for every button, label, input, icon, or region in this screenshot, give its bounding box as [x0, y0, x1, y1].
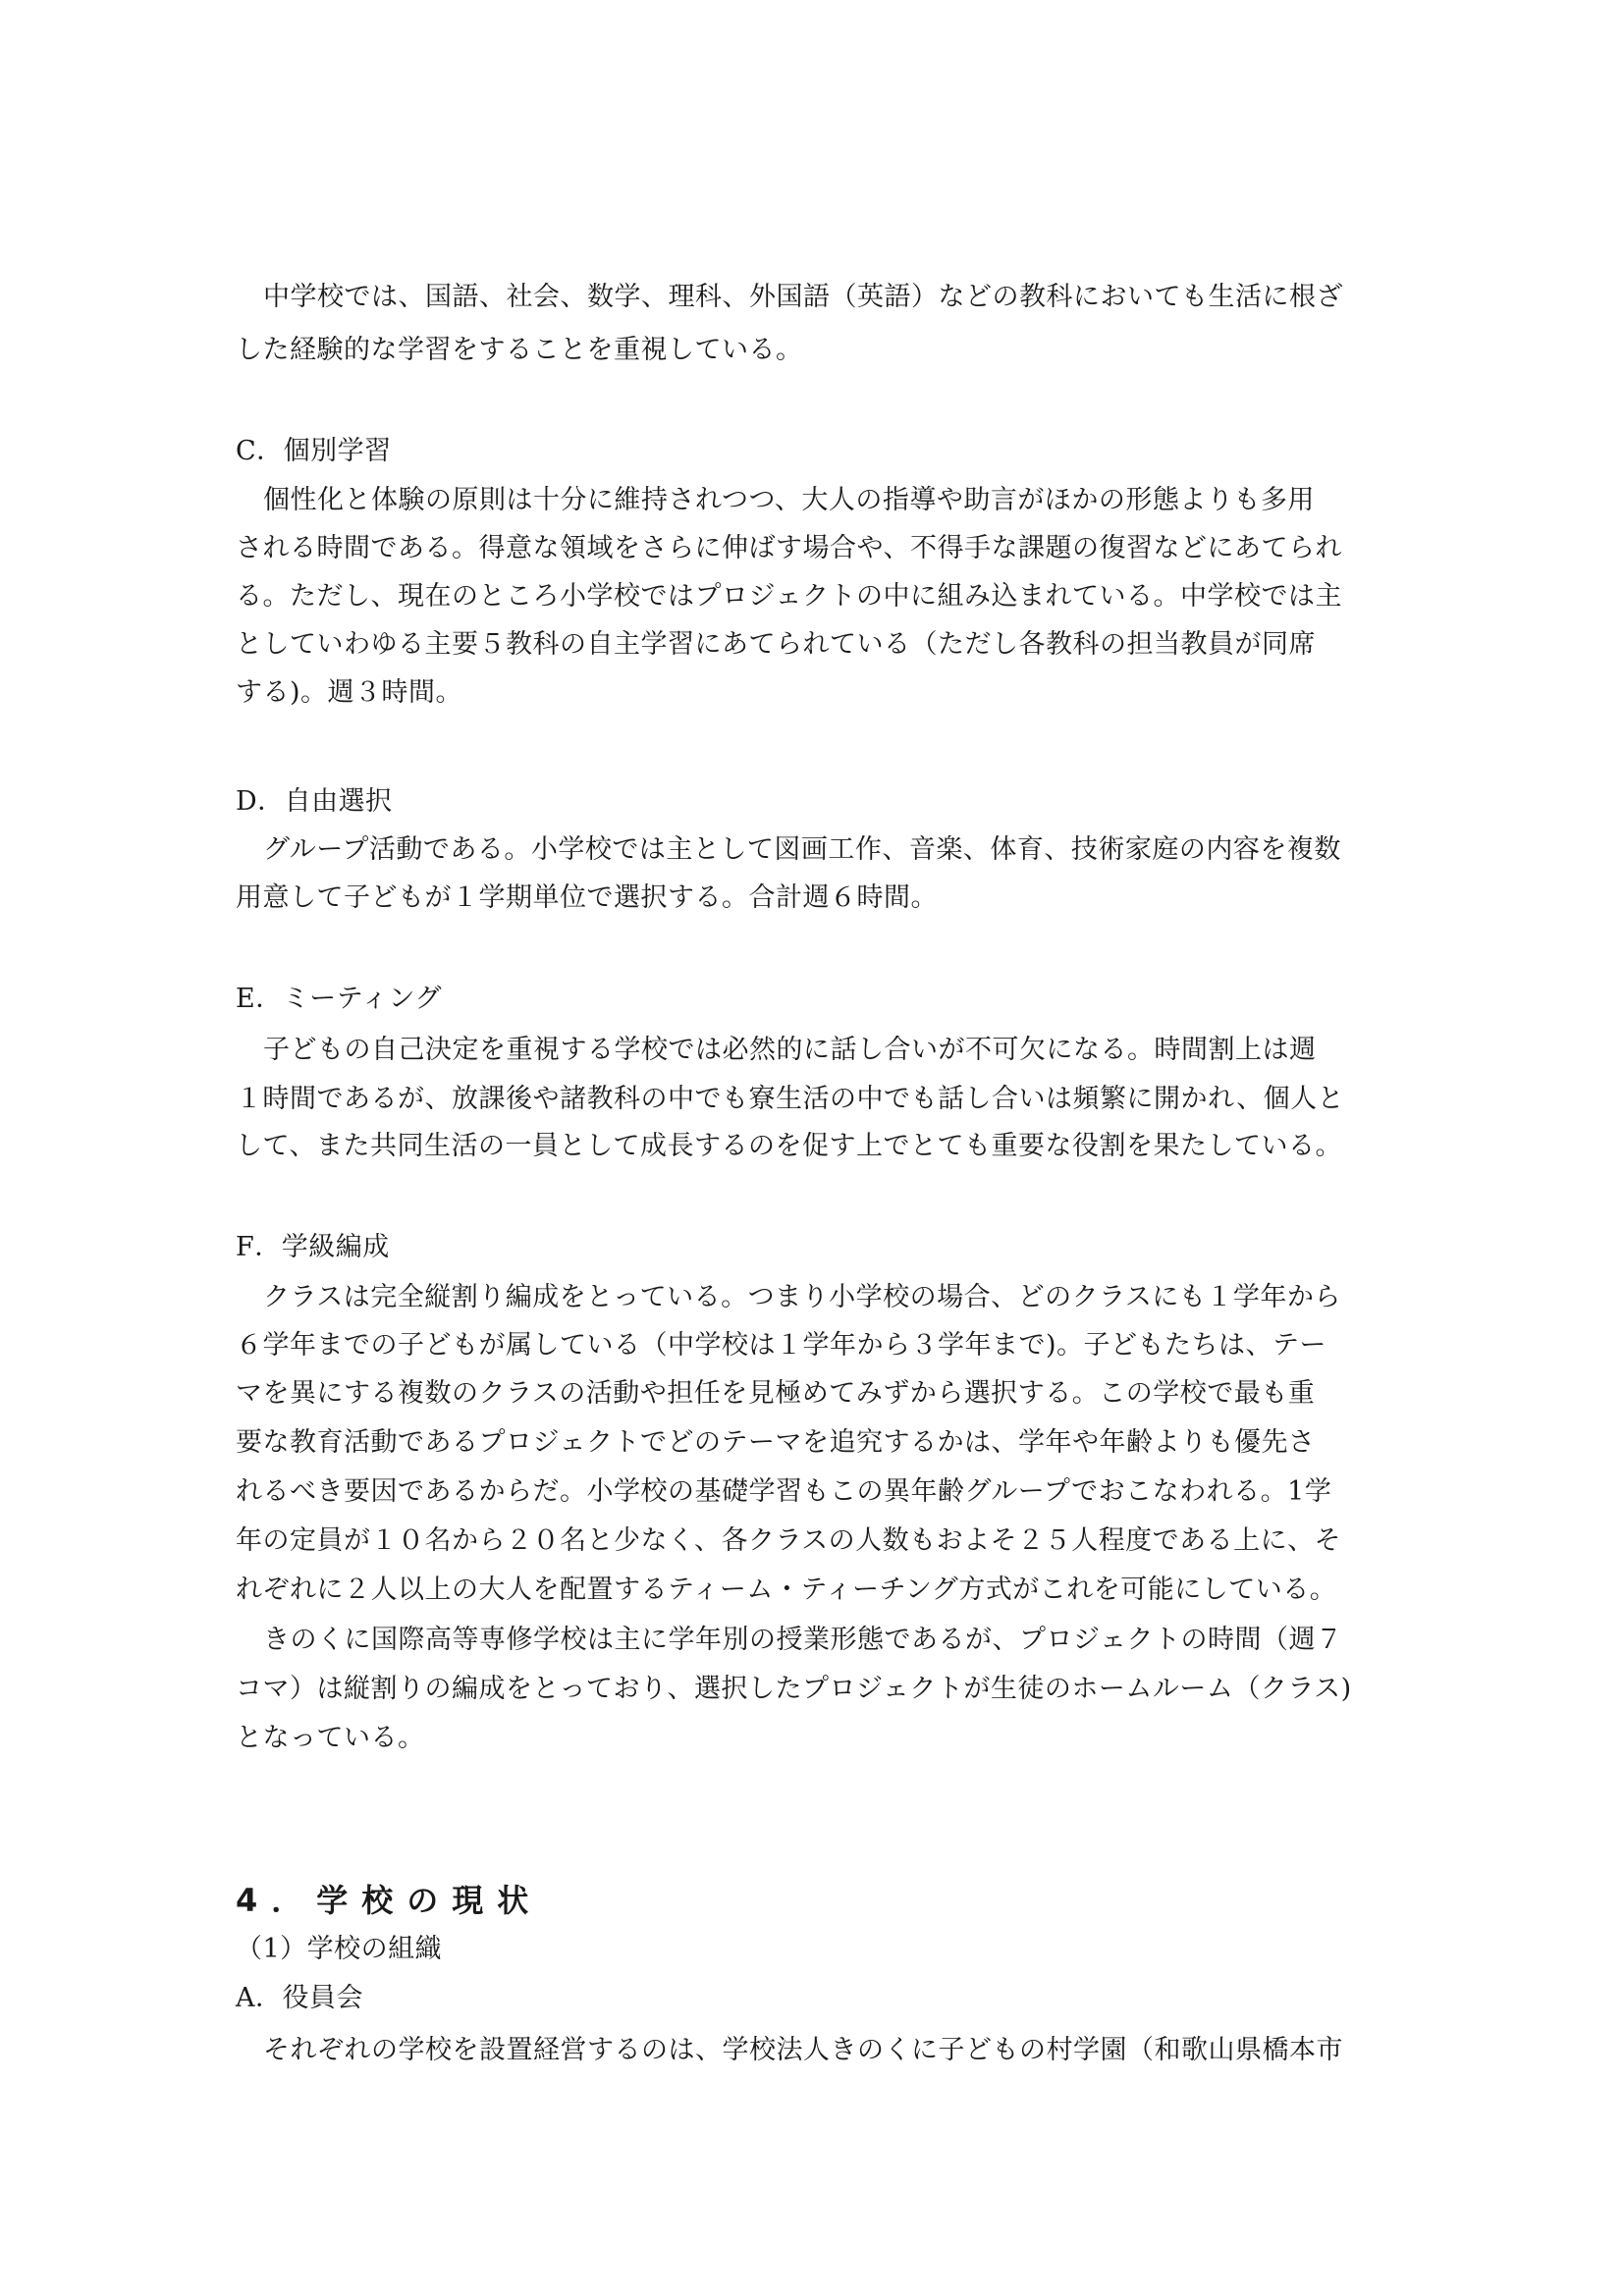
paragraph-line: それぞれの学校を設置経営するのは、学校法人きのくに子どもの村学園（和歌山県橋本市	[263, 2035, 1343, 2065]
paragraph-line: グループ活動である。小学校では主として図画工作、音楽、体育、技術家庭の内容を複数	[263, 834, 1341, 865]
chapter-heading: 4．学校の現状	[236, 1882, 543, 1919]
paragraph-line: 年の定員が１０名から２０名と少なく、各クラスの人数もおよそ２５人程度である上に、そ	[236, 1525, 1342, 1556]
subsection-heading: （1）学校の組織	[236, 1934, 443, 1964]
paragraph-line: マを異にする複数のクラスの活動や担任を見極めてみずから選択する。この学校で最も重	[236, 1378, 1316, 1409]
paragraph-line: 用意して子どもが１学期単位で選択する。合計週６時間。	[236, 882, 938, 913]
paragraph-line: 子どもの自己決定を重視する学校では必然的に話し合いが不可欠になる。時間割上は週	[263, 1035, 1317, 1065]
paragraph-line: ６学年までの子どもが属している（中学校は１学年から３学年まで)。子どもたちは、テー	[236, 1330, 1327, 1361]
paragraph-line: としていわゆる主要５教科の自主学習にあてられている（ただし各教科の担当教員が同席	[236, 629, 1316, 660]
paragraph-line: して、また共同生活の一員として成長するのを促す上でとても重要な役割を果たしている。	[236, 1131, 1342, 1161]
section-heading: F．学級編成	[236, 1232, 390, 1262]
paragraph-line: 要な教育活動であるプロジェクトでどのテーマを追究するかは、学年や年齢よりも優先さ	[236, 1427, 1316, 1458]
paragraph-line: となっている。	[236, 1723, 425, 1753]
paragraph-line: する)。週３時間。	[236, 677, 463, 708]
section-heading: D．自由選択	[236, 786, 393, 817]
section-heading: C．個別学習	[236, 436, 392, 466]
paragraph-line: る。ただし、現在のところ小学校ではプロジェクトの中に組み込まれている。中学校では主	[236, 581, 1342, 612]
paragraph-line: クラスは完全縦割り編成をとっている。つまり小学校の場合、どのクラスにも１学年から	[263, 1282, 1341, 1312]
paragraph-line: コマ）は縦割りの編成をとっており、選択したプロジェクトが生徒のホームルーム（クラス)	[236, 1674, 1352, 1704]
paragraph-line: される時間である。得意な領域をさらに伸ばす場合や、不得手な課題の復習などにあてられ	[236, 533, 1342, 563]
paragraph-line: きのくに国際高等専修学校は主に学年別の授業形態であるが、プロジェクトの時間（週７	[263, 1625, 1343, 1655]
paragraph-line: れぞれに２人以上の大人を配置するティーム・ティーチング方式がこれを可能にしている。	[236, 1575, 1337, 1605]
paragraph-line: した経験的な学習をすることを重視している。	[236, 335, 803, 365]
paragraph-line: 個性化と体験の原則は十分に維持されつつ、大人の指導や助言がほかの形態よりも多用	[263, 485, 1315, 515]
paragraph-line: １時間であるが、放課後や諸教科の中でも寮生活の中でも話し合いは頻繁に開かれ、個人と	[236, 1084, 1345, 1114]
paragraph-line: れるべき要因であるからだ。小学校の基礎学習もこの異年齢グループでおこなわれる。1学	[236, 1476, 1332, 1507]
paragraph-line: 中学校では、国語、社会、数学、理科、外国語（英語）などの教科においても生活に根ざ	[263, 282, 1343, 312]
section-heading: A．役員会	[236, 1983, 363, 2013]
section-heading: E．ミーティング	[236, 984, 443, 1014]
